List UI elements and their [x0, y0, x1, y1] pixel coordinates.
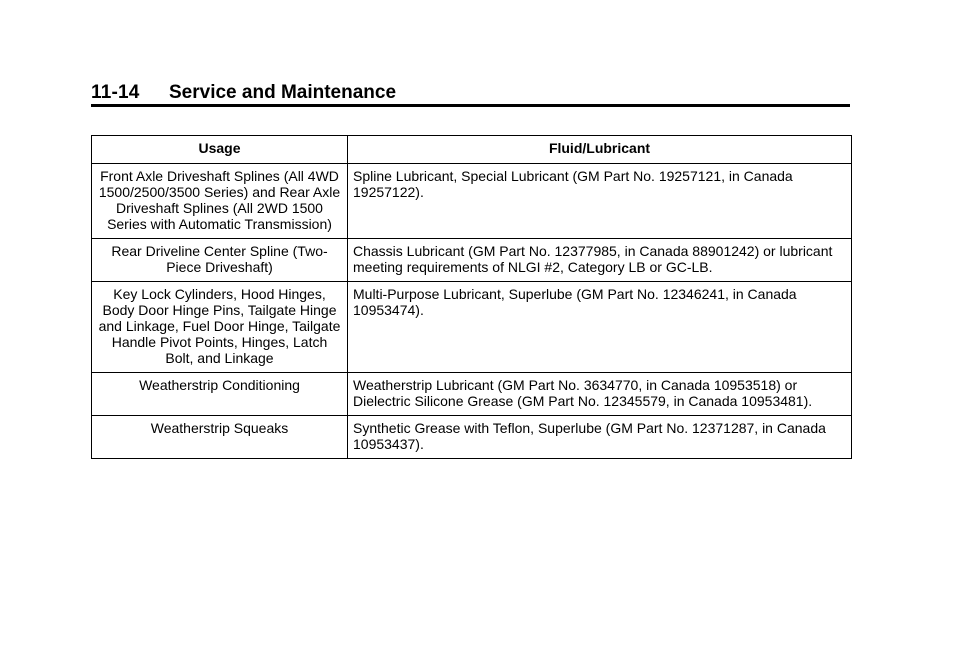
table-row — [92, 282, 852, 373]
fluid-cell: Multi-Purpose Lubricant, Superlube (GM Part No. 12346241, in Canada 10953474). — [348, 282, 852, 373]
usage-cell: Rear Driveline Center Spline (Two-Piece Driveshaft) — [92, 239, 348, 282]
fluid-cell: Spline Lubricant, Special Lubricant (GM Part No. 19257121, in Canada 19257122). — [348, 164, 852, 239]
table-row — [92, 373, 852, 416]
column-header-fluid: Fluid/Lubricant — [348, 136, 852, 164]
table-header-row — [92, 136, 852, 164]
usage-cell: Weatherstrip Squeaks — [92, 416, 348, 459]
page-header — [91, 82, 850, 106]
header-rule — [91, 104, 850, 107]
lubricant-table — [91, 135, 852, 459]
table-row — [92, 164, 852, 239]
table-row — [92, 239, 852, 282]
column-header-usage: Usage — [92, 136, 348, 164]
fluid-cell: Chassis Lubricant (GM Part No. 12377985, in Canada 88901242) or lubricant meeting requirements of NLGI #2, Category LB or GC-LB. — [348, 239, 852, 282]
fluid-cell: Weatherstrip Lubricant (GM Part No. 3634770, in Canada 10953518) or Dielectric Silicone Grease (GM Part No. 12345579, in Canada 10953481). — [348, 373, 852, 416]
table-row — [92, 416, 852, 459]
section-title: Service and Maintenance — [169, 82, 397, 103]
page-number: 11-14 — [91, 82, 140, 103]
usage-cell: Key Lock Cylinders, Hood Hinges, Body Door Hinge Pins, Tailgate Hinge and Linkage, Fuel Door Hinge, Tailgate Handle Pivot Points, Hinges, Latch Bolt, and Linkage — [92, 282, 348, 373]
usage-cell: Front Axle Driveshaft Splines (All 4WD 1500/2500/3500 Series) and Rear Axle Driveshaft Splines (All 2WD 1500 Series with Automatic Transmission) — [92, 164, 348, 239]
fluid-cell: Synthetic Grease with Teflon, Superlube (GM Part No. 12371287, in Canada 10953437). — [348, 416, 852, 459]
usage-cell: Weatherstrip Conditioning — [92, 373, 348, 416]
